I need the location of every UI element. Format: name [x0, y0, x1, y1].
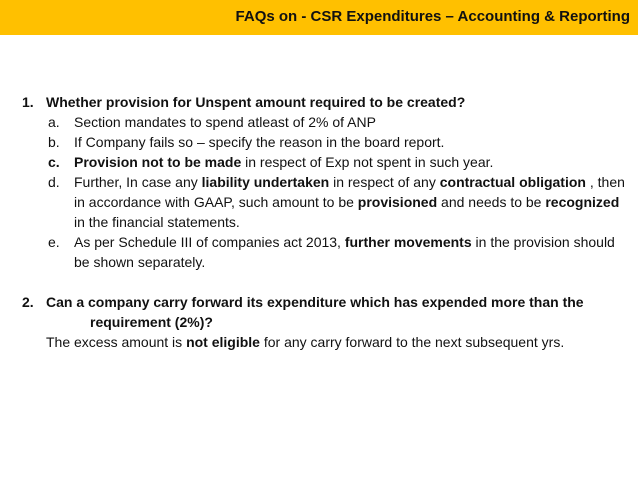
point-text-segment: , then in accordance with GAAP, such amount to be — [74, 174, 625, 210]
point-text-emphasis: Provision not to be made — [74, 154, 242, 170]
answer-emphasis: not eligible — [186, 334, 260, 350]
faq-number: 2. — [22, 294, 34, 310]
point-text — [74, 152, 627, 172]
faq-question: Whether provision for Unspent amount required to be created? — [46, 94, 466, 110]
point-letter: e. — [48, 234, 60, 250]
point-text-segment: Section mandates to spend atleast of 2% of ANP — [74, 114, 376, 130]
faq-number: 1. — [22, 94, 34, 110]
point-text-emphasis: recognized — [545, 194, 620, 210]
point-letter: b. — [48, 134, 60, 150]
list-item — [46, 232, 627, 272]
list-item — [46, 132, 627, 152]
faq-content — [22, 92, 627, 352]
point-text — [74, 132, 627, 152]
header-banner — [0, 0, 638, 35]
point-text-segment: in the financial statements. — [74, 214, 240, 230]
point-text — [74, 112, 627, 132]
point-text-segment: As per Schedule III of companies act 2013, — [74, 234, 345, 250]
point-text-segment: in respect of any — [329, 174, 440, 190]
list-item — [46, 152, 627, 172]
point-text — [74, 172, 627, 232]
point-text-emphasis: contractual obligation — [439, 174, 586, 190]
point-text-segment: If Company fails so – specify the reason in the board report. — [74, 134, 445, 150]
faq-points-list — [46, 112, 627, 272]
faq-question — [46, 292, 627, 332]
point-letter: c. — [48, 154, 60, 170]
faq-question-part: Can a company carry forward its expenditure which has expended more than the — [46, 294, 584, 310]
point-text-emphasis: further movements — [344, 234, 472, 250]
faq-item-2 — [22, 292, 627, 352]
answer-segment: The excess amount is — [46, 334, 187, 350]
point-text-segment: in the provision should be shown separately. — [74, 234, 615, 270]
point-text-segment: in respect of Exp not spent in such year. — [241, 154, 494, 170]
faq-answer — [46, 332, 627, 352]
point-text-segment: Further, In case any — [74, 174, 202, 190]
point-text-emphasis: liability undertaken — [201, 174, 330, 190]
page-title: FAQs on - CSR Expenditures – Accounting & Reporting — [235, 8, 630, 25]
faq-item-1 — [22, 92, 627, 272]
list-item — [46, 112, 627, 132]
faq-question-part: requirement (2%)? — [90, 314, 213, 330]
answer-segment: for any carry forward to the next subsequent yrs. — [259, 334, 565, 350]
point-text-emphasis: provisioned — [357, 194, 438, 210]
point-letter: d. — [48, 174, 60, 190]
list-item — [46, 172, 627, 232]
point-letter: a. — [48, 114, 60, 130]
point-text-segment: and needs to be — [437, 194, 546, 210]
point-text — [74, 232, 627, 272]
